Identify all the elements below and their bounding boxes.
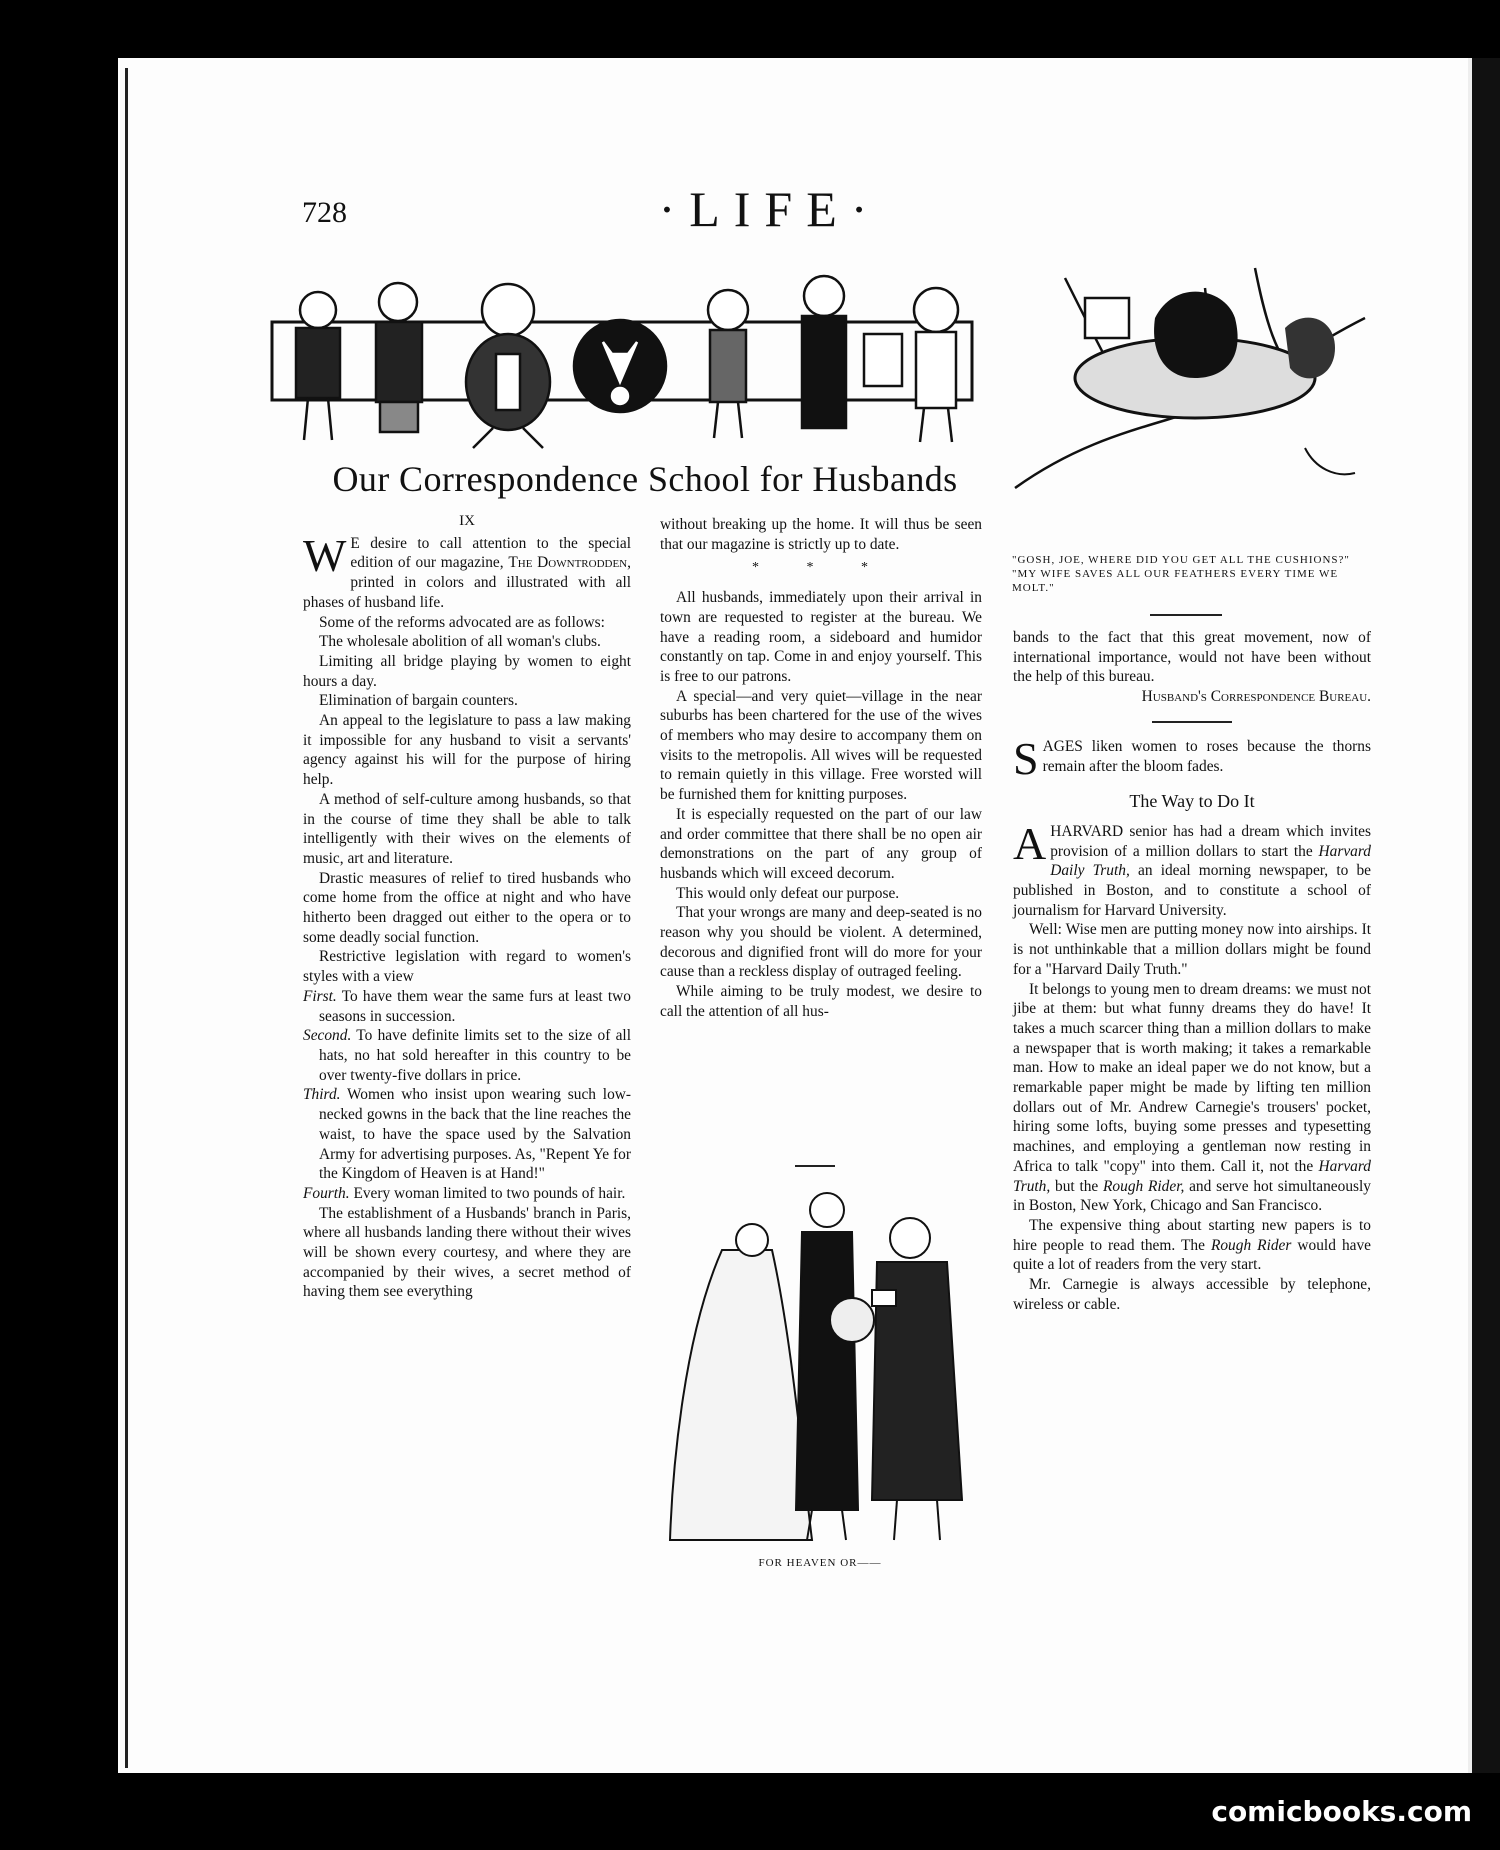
list-item: Third. Women who insist upon wearing such low-necked gowns in the back that the line reaches the waist, to have the space used by the Salvation Army for advertising purposes. As, "Repent Ye for the Kingdom of Heaven is at Hand!" <box>303 1086 631 1183</box>
paragraph: A method of self-culture among husbands, so that in the course of time they shall be able to talk intelligently with their wives on the elements of music, art and literature. <box>303 790 631 867</box>
husbands-banner-illustration <box>268 272 978 452</box>
signature: Husband's Correspondence Bureau. <box>1141 688 1371 706</box>
list-item: Second. To have definite limits set to the size of all hats, no hat sold hereafter in this country to be over twenty-five dollars in price. <box>303 1027 631 1084</box>
section-heading: The Way to Do It <box>1129 791 1255 812</box>
drop-cap: W <box>303 529 347 581</box>
paragraph: A HARVARD senior has had a dream which invites provision of a million dollars to start the Harvard Daily Truth, an ideal morning newspaper, to be published in Boston, and to constitute a school of journalism for Harvard University. <box>1013 817 1371 919</box>
drop-cap: S <box>1013 732 1039 784</box>
paragraph: Limiting all bridge playing by women to eight hours a day. <box>303 652 631 690</box>
paragraph: bands to the fact that this great movement, now of international importance, would not have been without the help of this bureau. <box>1013 629 1371 686</box>
paragraph: The expensive thing about starting new papers is to hire people to read them. The Rough Rider would have quite a lot of readers from the very start. <box>1013 1216 1371 1274</box>
article-column-1 <box>303 512 631 1302</box>
list-item: First. To have them wear the same furs at least two seasons in succession. <box>303 987 631 1025</box>
paragraph: It belongs to young men to dream dreams: we must not jibe at them: but what funny dreams they do have! It takes a much scarcer thing than a million dollars to make a newspaper that is worth making; it takes a remarkable man. How to make an ideal paper we do not know, but a remarkable paper might be made by lifting ten million dollars out of Mr. Andrew Carnegie's trousers' pocket, hiring some lofts, buying some presses and typesetting machines, and employing a gentleman now resting in Africa to talk "copy" into them. Call it, not the Harvard Truth, but the Rough Rider, and serve hot simultaneously in Boston, New York, Chicago and San Francisco. <box>1013 980 1371 1215</box>
paragraph: It is especially requested on the part of our law and order committee that there shall be no open air demonstrations on the part of any group of husbands which will exceed decorum. <box>660 805 982 882</box>
article-number: IX <box>459 513 475 529</box>
divider-rule <box>1150 614 1222 616</box>
list-item: Fourth. Every woman limited to two pounds of hair. <box>303 1184 626 1202</box>
masthead: ·LIFE· <box>658 181 882 237</box>
paragraph: Elimination of bargain counters. <box>319 692 518 710</box>
caption-line: "MY WIFE SAVES ALL OUR FEATHERS EVERY TIME WE MOLT." <box>1012 568 1339 594</box>
adjacent-page-edge <box>1468 58 1500 1773</box>
paragraph: A special—and very quiet—village in the near suburbs has been chartered for the use of the wives of members who may desire to accompany them on visits to the metropolis. All wives will be requested to remain quietly in this village. Free worsted will be furnished them for knitting purposes. <box>660 687 982 804</box>
paragraph: Drastic measures of relief to tired husbands who come home from the office at night and who have hitherto been dragged out either to the opera or to some deadly social function. <box>303 869 631 946</box>
birds-nest-cartoon <box>1005 258 1375 528</box>
wedding-illustration <box>662 1180 978 1550</box>
article-column-2 <box>660 515 982 1022</box>
paragraph: The wholesale abolition of all woman's clubs. <box>319 633 601 651</box>
paragraph: An appeal to the legislature to pass a law making it impossible for any husband to visit a servants' agency against his will for the purpose of hiring help. <box>303 712 631 789</box>
drop-cap: A <box>1013 817 1047 869</box>
divider-rule <box>795 1165 835 1167</box>
paragraph: W E desire to call attention to the special edition of our magazine, The Downtrodden, printed in colors and illustrated with all phases of husband life. <box>303 529 631 611</box>
paragraph: without breaking up the home. It will thus be seen that our magazine is strictly up to date. <box>660 516 982 553</box>
paragraph: That your wrongs are many and deep-seated is no reason why you should be violent. A determined, decorous and dignified front will do more for your cause than a reckless display of outraged feeling. <box>660 904 983 981</box>
page-number: 728 <box>302 196 347 229</box>
paragraph: Some of the reforms advocated are as follows: <box>319 613 605 631</box>
divider-rule <box>1152 721 1232 723</box>
article-title: Our Correspondence School for Husbands <box>332 459 958 499</box>
site-watermark: comicbooks.com <box>1211 1795 1472 1828</box>
paragraph: Well: Wise men are putting money now into airships. It is not unthinkable that a million dollars might be found for a "Harvard Daily Truth." <box>1013 921 1371 978</box>
section-break: * * * <box>752 560 890 576</box>
paragraph: The establishment of a Husbands' branch in Paris, where all husbands landing there without their wives will be shown every courtesy, and where they are accompanied by their wives, a secret method of having them see everything <box>303 1204 631 1301</box>
birds-cartoon-caption <box>1012 553 1372 595</box>
caption-line: "GOSH, JOE, WHERE DID YOU GET ALL THE CUSHIONS?" <box>1012 554 1350 566</box>
article-column-3 <box>1013 628 1371 1315</box>
sages-paragraph: SAGES liken women to roses because the thorns remain after the bloom fades. <box>1013 732 1371 784</box>
paragraph: Mr. Carnegie is always accessible by telephone, wireless or cable. <box>1013 1276 1371 1313</box>
paragraph: Restrictive legislation with regard to women's styles with a view <box>303 948 631 986</box>
paragraph: This would only defeat our purpose. <box>676 884 900 902</box>
paragraph: All husbands, immediately upon their arrival in town are requested to register at the bureau. We have a reading room, a sideboard and humidor constantly on tap. Come in and enjoy yourself. This is free to our patrons. <box>660 589 982 685</box>
paragraph: While aiming to be truly modest, we desire to call the attention of all hus- <box>660 983 982 1020</box>
wedding-caption: FOR HEAVEN OR—— <box>758 1557 882 1569</box>
